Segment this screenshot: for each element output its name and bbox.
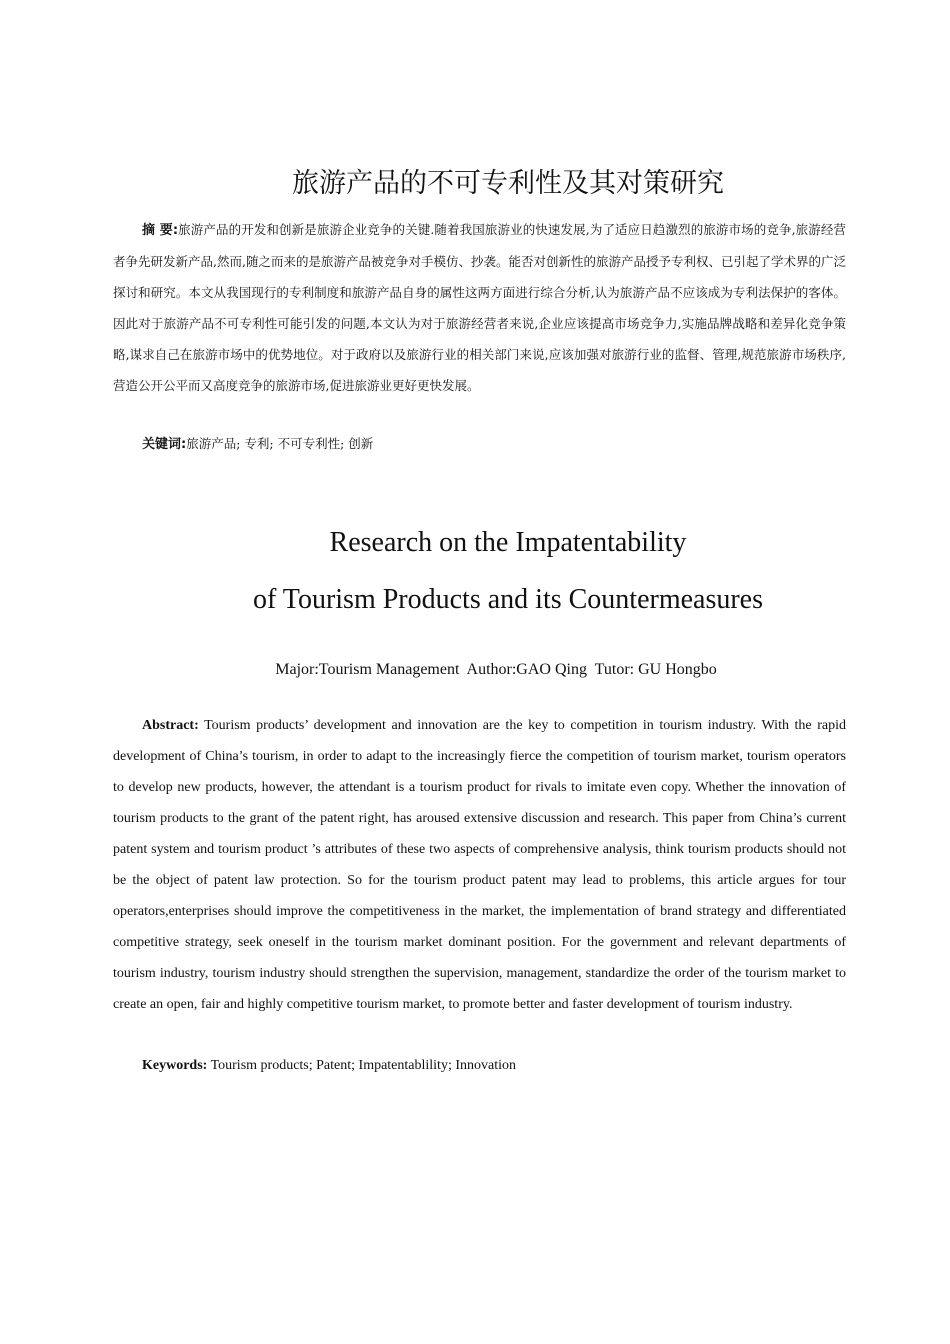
chinese-keywords bbox=[142, 430, 373, 459]
chinese-title: 旅游产品的不可专利性及其对策研究 bbox=[292, 168, 724, 199]
chinese-abstract-label: 摘 要: bbox=[142, 223, 179, 238]
chinese-keywords-text: 旅游产品; 专利; 不可专利性; 创新 bbox=[186, 436, 374, 451]
chinese-abstract bbox=[113, 214, 846, 401]
author-byline: Major:Tourism Management Author:GAO Qing Tutor: GU Hongbo bbox=[275, 661, 717, 678]
english-keywords-label: Keywords: bbox=[142, 1058, 208, 1073]
chinese-abstract-text: 旅游产品的开发和创新是旅游企业竞争的关键.随着我国旅游业的快速发展,为了适应日趋激烈的旅游市场的竞争,旅游经营者争先研发新产品,然而,随之而来的是旅游产品被竞争对手模仿、抄袭。能否对创新性的旅游产品授予专利权、已引起了学术界的广泛探讨和研究。本文从我国现行的专利制度和旅游产品自身的属性这两方面进行综合分析,认为旅游产品不应该成为专利法保护的客体。因此对于旅游产品不可专利性可能引发的问题,本文认为对于旅游经营者来说,企业应该提高市场竞争力,实施品牌战略和差异化竞争策略,谋求自己在旅游市场中的优势地位。对于政府以及旅游行业的相关部门来说,应该加强对旅游行业的监督、管理,规范旅游市场秩序,营造公开公平而又高度竞争的旅游市场,促进旅游业更好更快发展。 bbox=[113, 222, 846, 393]
english-keywords bbox=[142, 1052, 516, 1080]
english-title-line-1: Research on the Impatentability bbox=[329, 527, 687, 558]
chinese-keywords-label: 关键词: bbox=[142, 437, 187, 452]
english-abstract bbox=[113, 710, 846, 1020]
english-abstract-label: Abstract: bbox=[142, 718, 199, 733]
english-abstract-text: Tourism products’ development and innovation are the key to competition in tourism industry. With the rapid development of China’s tourism, in order to adapt to the increasingly fierce the competition of tourism market, tourism operators to develop new products, however, the attendant is a tourism product for rivals to imitate even copy. Whether the innovation of tourism products to the grant of the patent right, has aroused extensive discussion and research. This paper from China’s current patent system and tourism product ’s attributes of these two aspects of comprehensive analysis, think tourism products should not be the object of patent law protection. So for the tourism product patent may lead to problems, this article argues for tour operators,enterprises should improve the competitiveness in the market, the implementation of brand strategy and differentiated competitive strategy, seek oneself in the tourism market dominant position. For the government and relevant departments of tourism industry, tourism industry should strengthen the supervision, management, standardize the order of the tourism market to create an open, fair and highly competitive tourism market, to promote better and faster development of tourism industry. bbox=[113, 718, 846, 1012]
english-keywords-text: Tourism products; Patent; Impatentablility; Innovation bbox=[207, 1058, 516, 1073]
english-title-line-2: of Tourism Products and its Countermeasures bbox=[252, 584, 763, 615]
